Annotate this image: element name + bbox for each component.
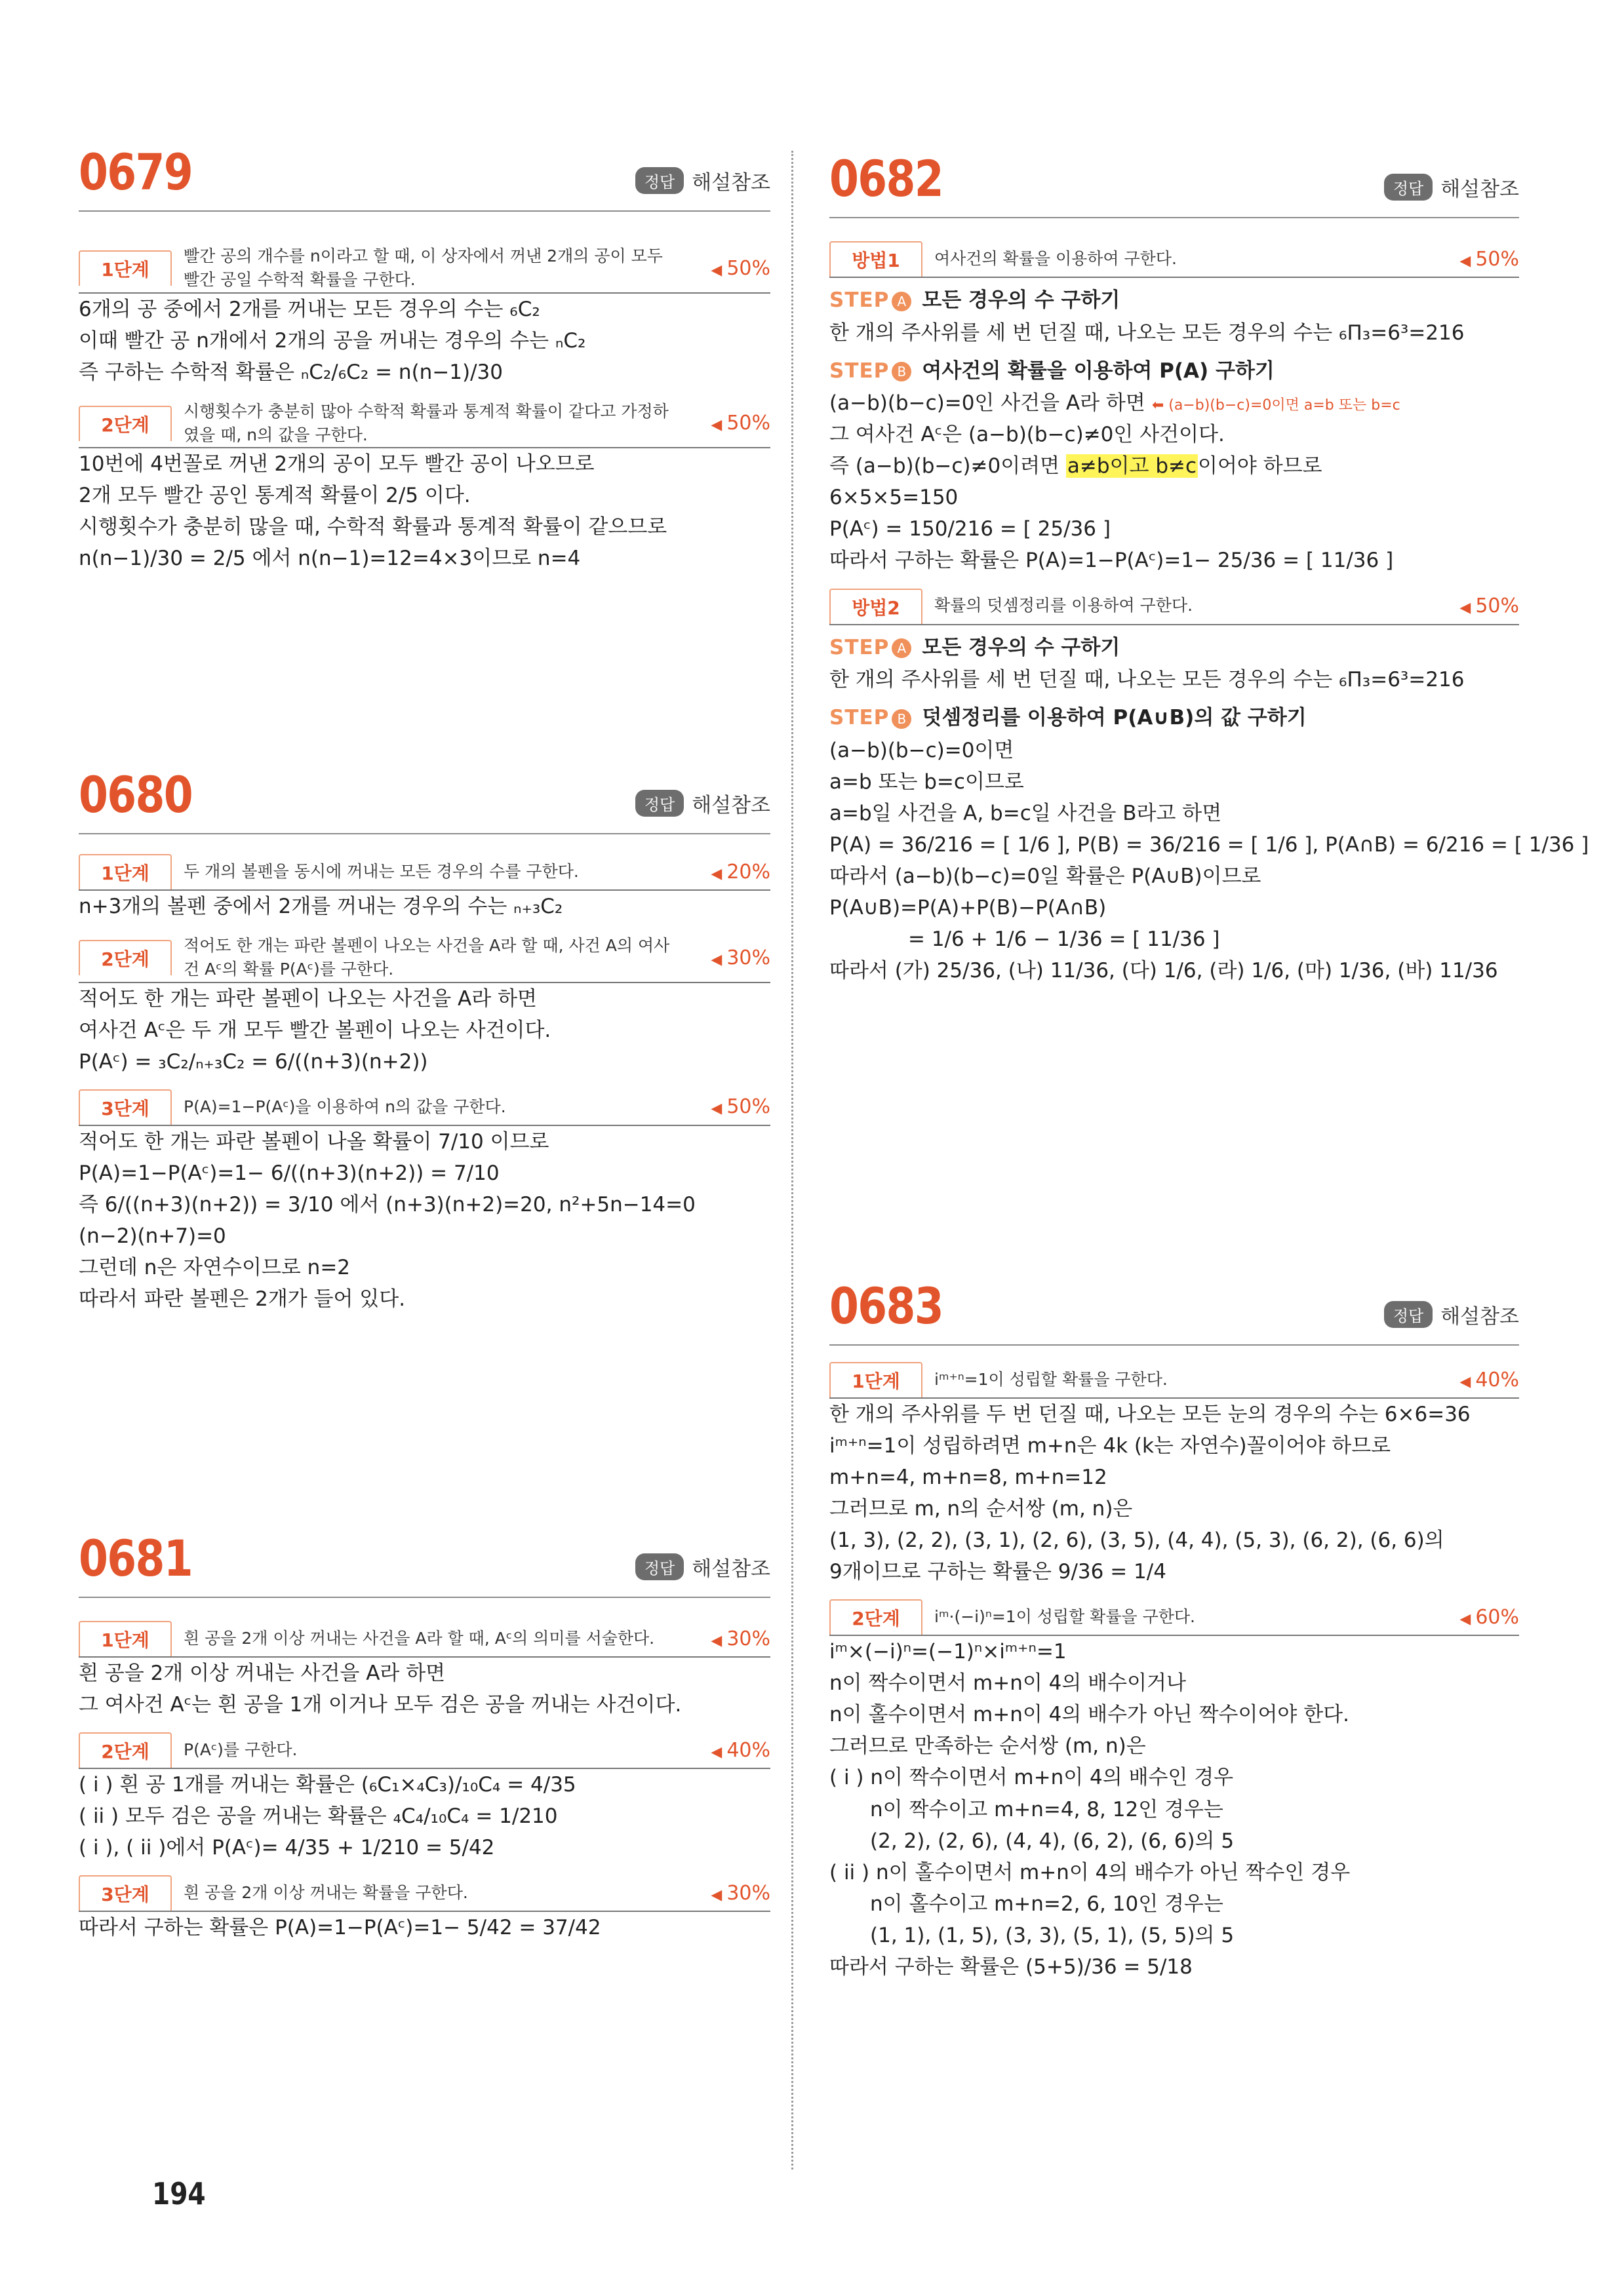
step-heading bbox=[829, 284, 1519, 317]
problem-0682 bbox=[829, 149, 1589, 983]
step-percent: ◀ 30% bbox=[672, 946, 770, 969]
method-description: 여사건의 확률을 이용하여 구한다. bbox=[934, 248, 1177, 268]
answer-reference bbox=[1384, 172, 1519, 202]
method-label: 방법1 bbox=[829, 241, 922, 277]
step-circle: A bbox=[892, 638, 911, 658]
solution-line: ( ii ) 모두 검은 공을 꺼내는 확률은 ₄C₄/₁₀C₄ = 1/210 bbox=[79, 1804, 558, 1829]
step-tag: STEP bbox=[829, 288, 890, 312]
problem-0679 bbox=[79, 143, 770, 571]
step-description: iᵐ·(−i)ⁿ=1이 성립할 확률을 구한다. bbox=[934, 1607, 1195, 1627]
step-percent: ◀ 30% bbox=[672, 1882, 770, 1905]
solution-line: 9개이므로 구하는 확률은 9/36 = 1/4 bbox=[829, 1560, 1166, 1584]
step-percent: ◀ 30% bbox=[672, 1627, 770, 1650]
method-label: 방법2 bbox=[829, 589, 922, 624]
step-percent: ◀ 60% bbox=[1421, 1606, 1519, 1629]
method-box bbox=[829, 589, 1519, 625]
solution-line: 즉 6/((n+3)(n+2)) = 3/10 에서 (n+3)(n+2)=20, n²+5n−14=0 bbox=[79, 1192, 696, 1216]
solution-line bbox=[829, 387, 1519, 419]
solution-line: (n−2)(n+7)=0 bbox=[79, 1224, 226, 1248]
solution-line: 그러므로 m, n의 순서쌍 (m, n)은 bbox=[829, 1497, 1133, 1521]
step-tag: STEP bbox=[829, 359, 890, 383]
step-percent: ◀ 50% bbox=[672, 257, 770, 280]
solution-line: 10번에 4번꼴로 꺼낸 2개의 공이 모두 빨간 공이 나오므로 bbox=[79, 452, 595, 477]
step-heading bbox=[829, 632, 1519, 665]
step-box bbox=[79, 1621, 770, 1658]
step-box bbox=[79, 1875, 770, 1912]
solution-line: ( i ) 흰 공 1개를 꺼내는 확률은 (₆C₁×₄C₃)/₁₀C₄ = 4/35 bbox=[79, 1773, 576, 1797]
problem-number: 0683 bbox=[829, 1277, 943, 1335]
step-description: 빨간 공의 개수를 n이라고 할 때, 이 상자에서 꺼낸 2개의 공이 모두 빨간 공일 수학적 확률을 구한다. bbox=[184, 246, 663, 290]
step-label: 3단계 bbox=[79, 1875, 172, 1911]
step-circle: B bbox=[892, 362, 911, 381]
step-title: 모든 경우의 수 구하기 bbox=[922, 635, 1120, 659]
answer-reference bbox=[635, 1552, 770, 1582]
step-box bbox=[79, 1732, 770, 1769]
case-line: n이 짝수이고 m+n=4, 8, 12인 경우는 bbox=[870, 1797, 1223, 1821]
step-description: P(Aᶜ)를 구한다. bbox=[184, 1740, 298, 1759]
solution-line: 6×5×5=150 bbox=[829, 486, 959, 510]
step-box bbox=[79, 1089, 770, 1126]
case-heading: ( i ) n이 짝수이면서 m+n이 4의 배수인 경우 bbox=[829, 1766, 1234, 1790]
solution-line: 즉 구하는 수학적 확률은 ₙC₂/₆C₂ = n(n−1)/30 bbox=[79, 360, 503, 384]
step-tag: STEP bbox=[829, 635, 890, 659]
solution-line: = 1/6 + 1/6 − 1/36 = [ 11/36 ] bbox=[908, 927, 1220, 952]
step-description: iᵐ⁺ⁿ=1이 성립할 확률을 구한다. bbox=[934, 1369, 1168, 1389]
step-percent: ◀ 40% bbox=[1421, 1369, 1519, 1391]
solution-line: 6개의 공 중에서 2개를 꺼내는 모든 경우의 수는 ₆C₂ bbox=[79, 297, 540, 321]
step-heading bbox=[829, 355, 1519, 388]
step-title: 모든 경우의 수 구하기 bbox=[922, 288, 1120, 312]
step-label: 2단계 bbox=[79, 940, 172, 975]
solution-line bbox=[829, 450, 1519, 482]
answer-badge: 정답 bbox=[635, 167, 684, 194]
step-title: 덧셈정리를 이용하여 P(A∪B)의 값 구하기 bbox=[922, 706, 1307, 730]
solution-line: n+3개의 볼펜 중에서 2개를 꺼내는 경우의 수는 ₙ₊₃C₂ bbox=[79, 895, 563, 918]
solution-text: 이어야 하므로 bbox=[1198, 454, 1322, 478]
method-description: 확률의 덧셈정리를 이용하여 구한다. bbox=[934, 596, 1193, 615]
solution-line: P(Aᶜ) = 150/216 = [ 25/36 ] bbox=[829, 517, 1111, 541]
method-percent: ◀ 50% bbox=[1421, 248, 1519, 271]
answer-text: 해설참조 bbox=[1440, 178, 1519, 201]
step-box bbox=[829, 1599, 1519, 1636]
title-rule bbox=[79, 833, 770, 834]
solution-line: n(n−1)/30 = 2/5 에서 n(n−1)=12=4×3이므로 n=4 bbox=[79, 547, 581, 571]
step-description: P(A)=1−P(Aᶜ)을 이용하여 n의 값을 구한다. bbox=[184, 1097, 506, 1116]
solution-line: 따라서 구하는 확률은 P(A)=1−P(Aᶜ)=1− 25/36 = [ 11/36 ] bbox=[829, 549, 1394, 573]
solution-line: P(A)=1−P(Aᶜ)=1− 6/((n+3)(n+2)) = 7/10 bbox=[79, 1161, 500, 1185]
step-circle: A bbox=[892, 292, 911, 311]
title-rule bbox=[829, 1344, 1519, 1346]
solution-line: 이때 빨간 공 n개에서 2개의 공을 꺼내는 경우의 수는 ₙC₂ bbox=[79, 328, 586, 353]
step-percent: ◀ 40% bbox=[672, 1739, 770, 1762]
answer-reference bbox=[1384, 1300, 1519, 1329]
step-description: 흰 공을 2개 이상 꺼내는 확률을 구한다. bbox=[184, 1883, 468, 1903]
solution-line: ( i ), ( ii )에서 P(Aᶜ)= 4/35 + 1/210 = 5/42 bbox=[79, 1836, 495, 1860]
answer-badge: 정답 bbox=[635, 790, 684, 817]
answer-text: 해설참조 bbox=[692, 1557, 770, 1581]
solution-line: m+n=4, m+n=8, m+n=12 bbox=[829, 1466, 1107, 1490]
solution-text: (a−b)(b−c)=0인 사건을 A라 하면 bbox=[829, 391, 1145, 416]
step-label: 2단계 bbox=[829, 1599, 922, 1635]
side-note: ⬅ (a−b)(b−c)=0이면 a=b 또는 b=c bbox=[1151, 397, 1400, 414]
case-line: (1, 1), (1, 5), (3, 3), (5, 1), (5, 5)의 5 bbox=[870, 1923, 1235, 1947]
solution-line: 여사건 Aᶜ은 두 개 모두 빨간 볼펜이 나오는 사건이다. bbox=[79, 1018, 551, 1042]
step-title: 여사건의 확률을 이용하여 P(A) 구하기 bbox=[922, 359, 1275, 383]
problem-number: 0681 bbox=[79, 1529, 193, 1587]
page-number: 194 bbox=[152, 2176, 206, 2211]
solution-line: 적어도 한 개는 파란 볼펜이 나올 확률이 7/10 이므로 bbox=[79, 1129, 549, 1154]
solution-line: P(A) = 36/216 = [ 1/6 ], P(B) = 36/216 = [ 1/6 ], P(A∩B) = 6/216 = [ 1/36 ] bbox=[829, 832, 1589, 857]
method-box bbox=[829, 241, 1519, 278]
solution-line: a=b 또는 b=c이므로 bbox=[829, 769, 1024, 794]
solution-line: 적어도 한 개는 파란 볼펜이 나오는 사건을 A라 하면 bbox=[79, 986, 537, 1011]
step-label: 2단계 bbox=[79, 406, 172, 441]
solution-line: 그 여사건 Aᶜ은 (a−b)(b−c)≠0인 사건이다. bbox=[829, 423, 1225, 447]
solution-line: 한 개의 주사위를 세 번 던질 때, 나오는 모든 경우의 수는 ₆Π₃=6³=216 bbox=[829, 321, 1465, 345]
step-label: 3단계 bbox=[79, 1089, 172, 1125]
problem-number: 0680 bbox=[79, 766, 193, 824]
solution-line: 흰 공을 2개 이상 꺼내는 사건을 A라 하면 bbox=[79, 1662, 446, 1685]
solution-line: n이 짝수이면서 m+n이 4의 배수이거나 bbox=[829, 1671, 1186, 1696]
case-line: (2, 2), (2, 6), (4, 4), (6, 2), (6, 6)의 5 bbox=[870, 1829, 1235, 1853]
step-description: 두 개의 볼펜을 동시에 꺼내는 모든 경우의 수를 구한다. bbox=[184, 861, 579, 881]
solution-line: (1, 3), (2, 2), (3, 1), (2, 6), (3, 5), (4, 4), (5, 3), (6, 2), (6, 6)의 bbox=[829, 1528, 1444, 1553]
solution-line: iᵐ⁺ⁿ=1이 성립하려면 m+n은 4k (k는 자연수)꼴이어야 하므로 bbox=[829, 1434, 1391, 1458]
solution-line: 한 개의 주사위를 세 번 던질 때, 나오는 모든 경우의 수는 ₆Π₃=6³=216 bbox=[829, 668, 1465, 692]
answer-text: 해설참조 bbox=[1440, 1305, 1519, 1329]
step-description: 적어도 한 개는 파란 볼펜이 나오는 사건을 A라 할 때, 사건 A의 여사건 Aᶜ의 확률 P(Aᶜ)를 구한다. bbox=[184, 936, 670, 979]
solution-line: 한 개의 주사위를 두 번 던질 때, 나오는 모든 눈의 경우의 수는 6×6=36 bbox=[829, 1403, 1471, 1426]
solution-line: 따라서 (a−b)(b−c)=0일 확률은 P(A∪B)이므로 bbox=[829, 864, 1261, 888]
solution-line: 따라서 (가) 25/36, (나) 11/36, (다) 1/6, (라) 1/6, (마) 1/36, (바) 11/36 bbox=[829, 959, 1498, 983]
solution-line: n이 홀수이면서 m+n이 4의 배수가 아닌 짝수이어야 한다. bbox=[829, 1703, 1349, 1727]
solution-line: a=b일 사건을 A, b=c일 사건을 B라고 하면 bbox=[829, 801, 1222, 825]
answer-reference bbox=[635, 166, 770, 195]
method-percent: ◀ 50% bbox=[1421, 594, 1519, 617]
solution-line: 시행횟수가 충분히 많을 때, 수학적 확률과 통계적 확률이 같으므로 bbox=[79, 515, 667, 539]
step-label: 1단계 bbox=[79, 854, 172, 889]
step-description: 흰 공을 2개 이상 꺼내는 사건을 A라 할 때, Aᶜ의 의미를 서술한다. bbox=[184, 1628, 655, 1648]
answer-text: 해설참조 bbox=[692, 171, 770, 195]
solution-line: iᵐ×(−i)ⁿ=(−1)ⁿ×iᵐ⁺ⁿ=1 bbox=[829, 1640, 1067, 1664]
step-tag: STEP bbox=[829, 706, 890, 730]
title-rule bbox=[829, 217, 1519, 218]
step-box bbox=[829, 1362, 1519, 1399]
solution-line: 따라서 파란 볼펜은 2개가 들어 있다. bbox=[79, 1287, 406, 1311]
step-label: 1단계 bbox=[79, 1621, 172, 1656]
solution-line: 2개 모두 빨간 공인 통계적 확률이 2/5 이다. bbox=[79, 484, 471, 508]
step-box bbox=[79, 934, 770, 983]
step-description: 시행횟수가 충분히 많아 수학적 확률과 통계적 확률이 같다고 가정하였을 때, n의 값을 구한다. bbox=[184, 401, 669, 444]
answer-badge: 정답 bbox=[1384, 174, 1433, 201]
step-label: 2단계 bbox=[79, 1732, 172, 1768]
case-heading: ( ii ) n이 홀수이면서 m+n이 4의 배수가 아닌 짝수인 경우 bbox=[829, 1860, 1351, 1884]
solution-line: 따라서 구하는 확률은 (5+5)/36 = 5/18 bbox=[829, 1955, 1193, 1979]
step-percent: ◀ 50% bbox=[672, 1095, 770, 1118]
column-divider bbox=[791, 151, 793, 2170]
problem-number: 0682 bbox=[829, 149, 943, 208]
title-rule bbox=[79, 210, 770, 212]
solution-line: 그러므로 만족하는 순서쌍 (m, n)은 bbox=[829, 1734, 1146, 1759]
solution-line: 따라서 구하는 확률은 P(A)=1−P(Aᶜ)=1− 5/42 = 37/42 bbox=[79, 1916, 601, 1940]
solution-line: (a−b)(b−c)=0이면 bbox=[829, 738, 1014, 762]
answer-text: 해설참조 bbox=[692, 794, 770, 817]
step-box bbox=[79, 854, 770, 891]
step-label: 1단계 bbox=[829, 1362, 922, 1397]
solution-line: 그런데 n은 자연수이므로 n=2 bbox=[79, 1255, 351, 1279]
highlighted-text: a≠b이고 b≠c bbox=[1067, 454, 1197, 478]
title-rule bbox=[79, 1597, 770, 1598]
step-box bbox=[79, 244, 770, 294]
problem-number: 0679 bbox=[79, 143, 193, 201]
case-line: n이 홀수이고 m+n=2, 6, 10인 경우는 bbox=[870, 1892, 1223, 1916]
step-box bbox=[79, 400, 770, 449]
answer-reference bbox=[635, 788, 770, 818]
step-label: 1단계 bbox=[79, 250, 172, 286]
step-percent: ◀ 50% bbox=[672, 412, 770, 435]
step-percent: ◀ 20% bbox=[672, 861, 770, 884]
solution-text: 즉 (a−b)(b−c)≠0이려면 bbox=[829, 454, 1066, 478]
problem-0681 bbox=[79, 1529, 770, 1940]
problem-0683 bbox=[829, 1277, 1519, 1979]
answer-badge: 정답 bbox=[635, 1553, 684, 1580]
problem-0680 bbox=[79, 766, 770, 1311]
step-circle: B bbox=[892, 709, 911, 729]
step-heading bbox=[829, 702, 1519, 735]
solution-line: P(Aᶜ) = ₃C₂/ₙ₊₃C₂ = 6/((n+3)(n+2)) bbox=[79, 1049, 428, 1074]
answer-badge: 정답 bbox=[1384, 1301, 1433, 1328]
solution-line: P(A∪B)=P(A)+P(B)−P(A∩B) bbox=[829, 895, 1107, 920]
solution-line: 그 여사건 Aᶜ는 흰 공을 1개 이거나 모두 검은 공을 꺼내는 사건이다. bbox=[79, 1693, 682, 1717]
